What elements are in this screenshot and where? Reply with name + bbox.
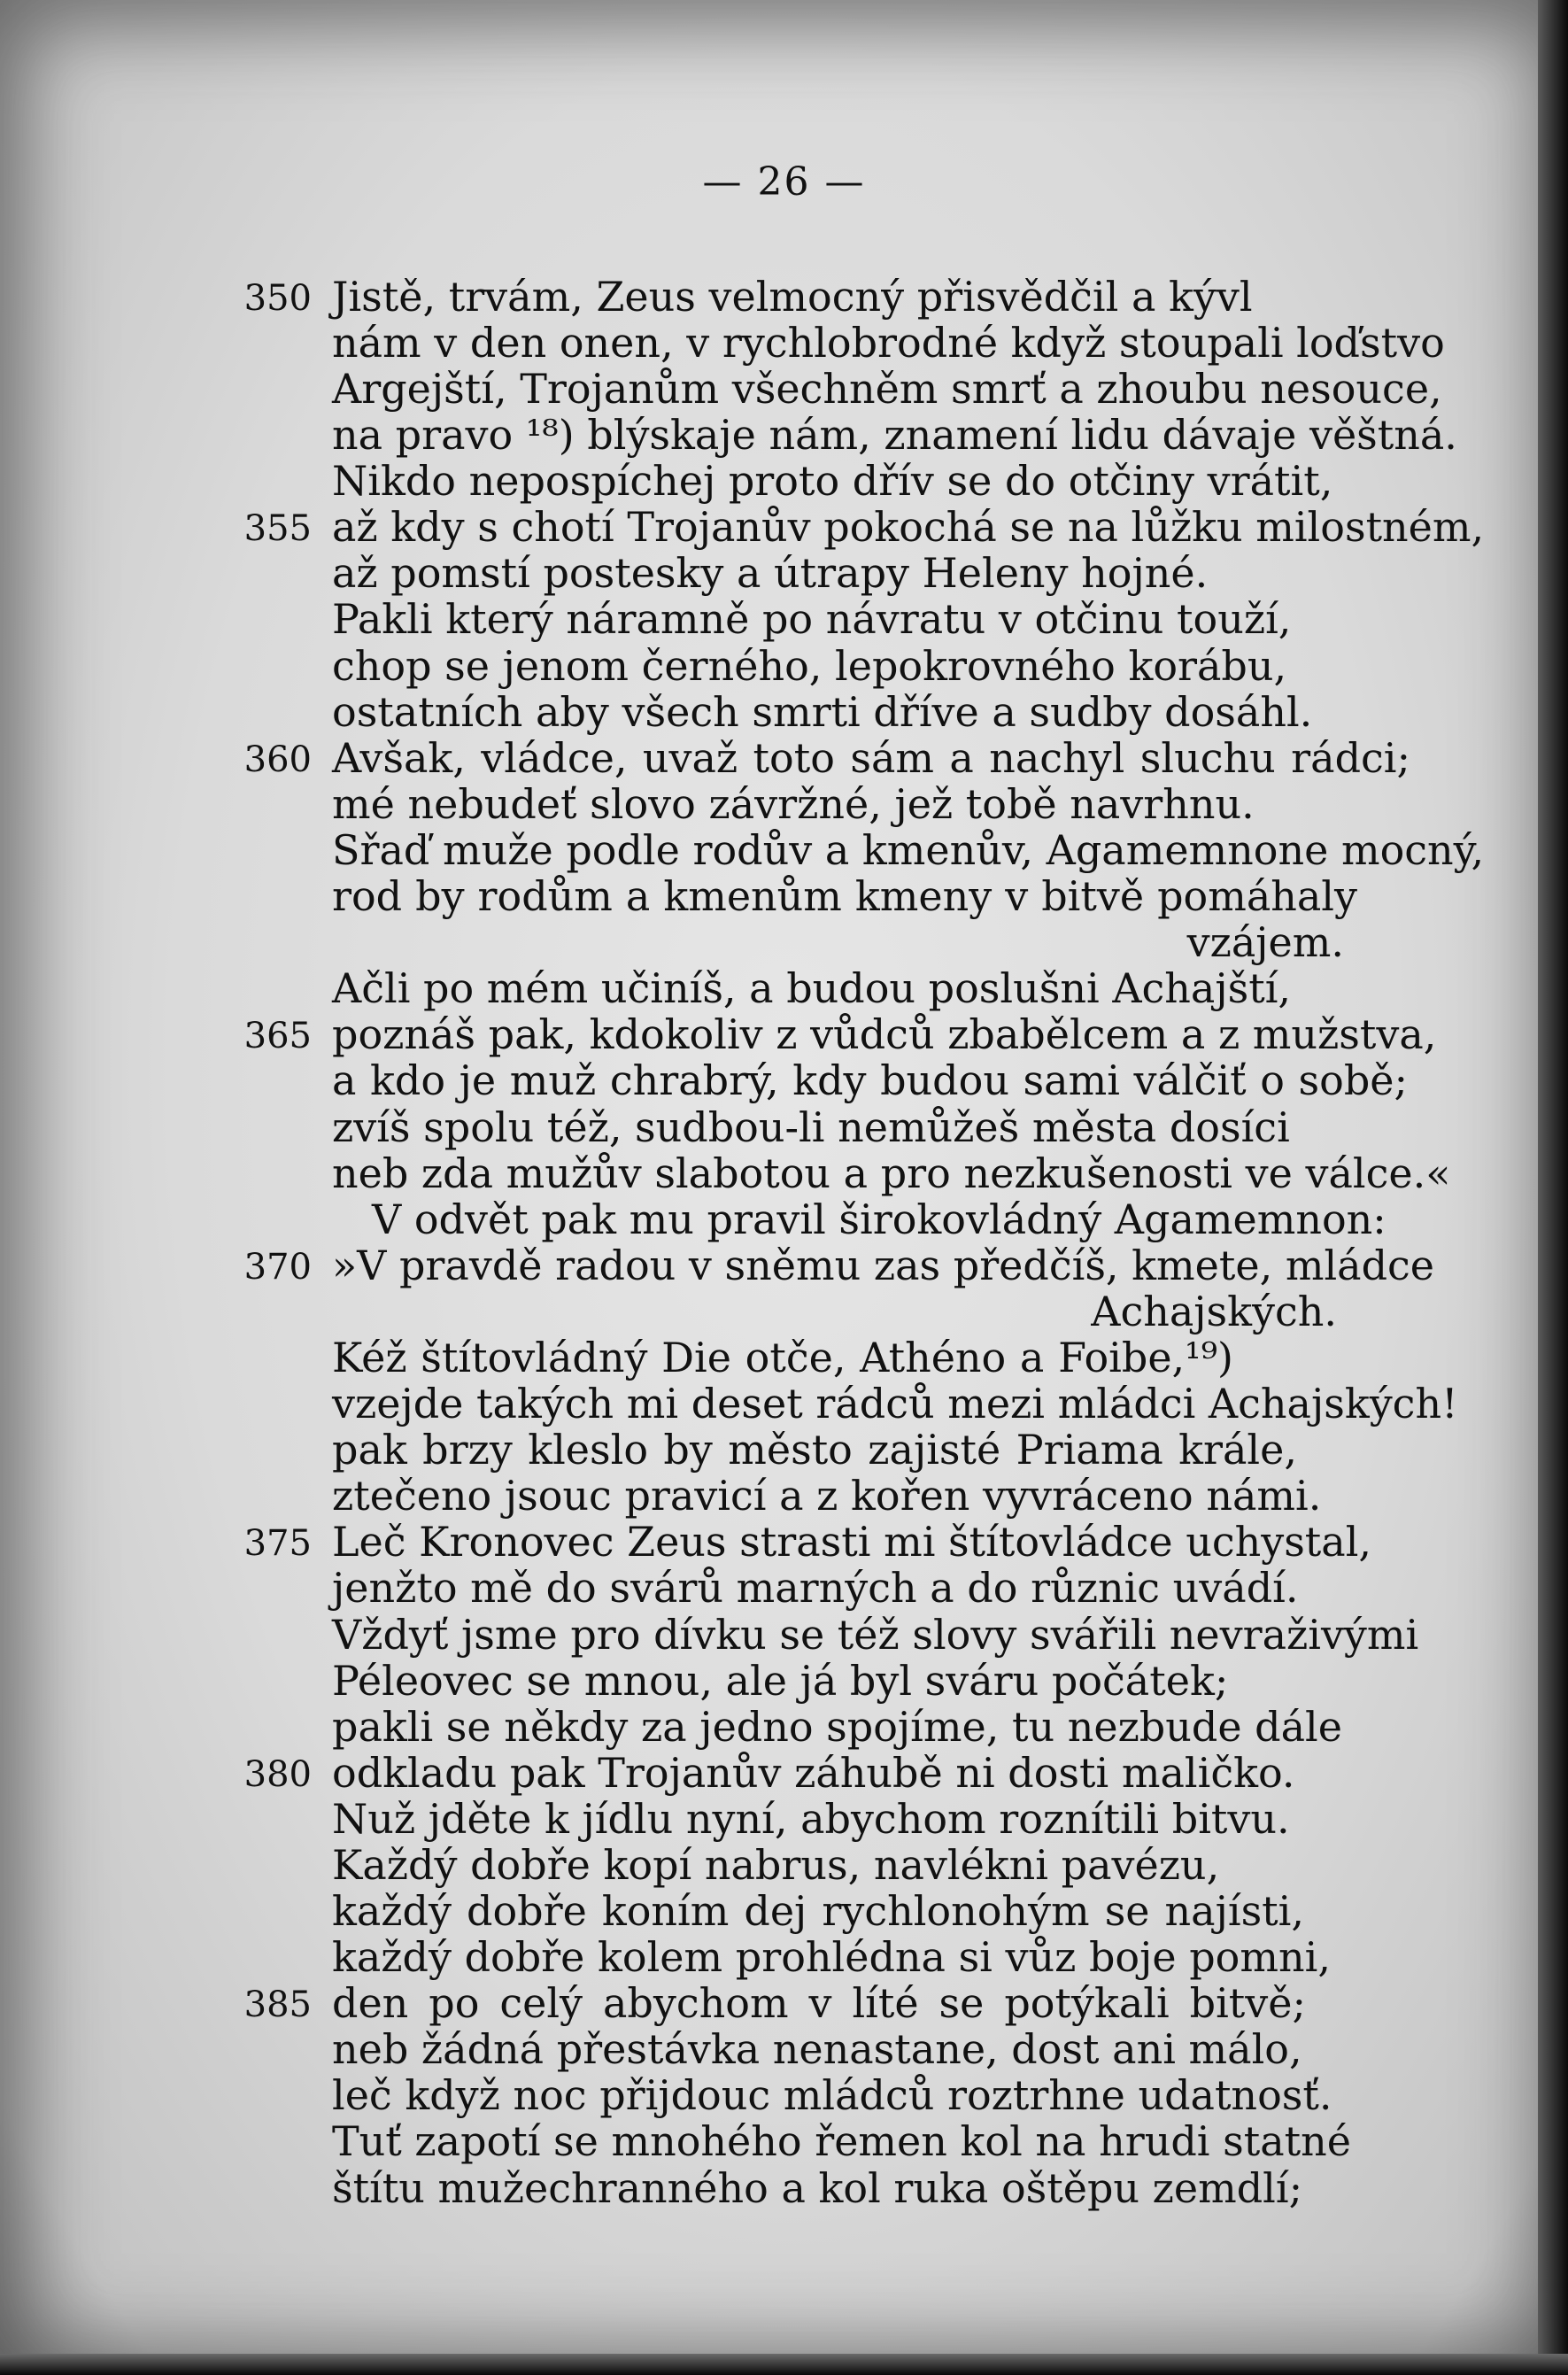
verse-line: Ačli po mém učiníš, a budou poslušni Achajští,	[332, 964, 1292, 1012]
verse-line: jenžto mě do svárů marných a do různic uvádí.	[332, 1564, 1299, 1612]
page-bottom-shadow	[0, 2354, 1568, 2375]
verse-line: pakli se někdy za jedno spojíme, tu nezbude dále	[332, 1703, 1342, 1751]
verse-line: ostatních aby všech smrti dříve a sudby dosáhl.	[332, 688, 1313, 736]
verse-line: mé nebudeť slovo závržné, jež tobě navrhnu.	[332, 780, 1255, 828]
verse-line: na pravo ¹⁸) blýskaje nám, znamení lidu dávaje věštná.	[332, 411, 1457, 459]
verse-line: odkladu pak Trojanův záhubě ni dosti maličko.	[332, 1749, 1295, 1797]
verse-line: Péleovec se mnou, ale já byl sváru počátek;	[332, 1657, 1229, 1705]
verse-line: den po celý abychom v líté se potýkali bitvě;	[332, 1979, 1306, 2027]
verse-line: »V pravdě radou v sněmu zas předčíš, kmete, mládce	[332, 1242, 1435, 1289]
verse-line: ztečeno jsouc pravicí a z kořen vyvráceno námi.	[332, 1472, 1322, 1520]
line-number: 375	[243, 1523, 312, 1564]
verse-line: Leč Kronovec Zeus strasti mi štítovládce uchystal,	[332, 1518, 1372, 1566]
verse-line: Vždyť jsme pro dívku se též slovy svářili nevraživými	[332, 1611, 1419, 1659]
verse-line: a kdo je muž chrabrý, kdy budou sami válčiť o sobě;	[332, 1056, 1408, 1104]
verse-line: Argejští, Trojanům všechněm smrť a zhoubu nesouce,	[332, 365, 1442, 413]
verse-line: až pomstí postesky a útrapy Heleny hojné.	[332, 549, 1209, 597]
verse-line: V odvět pak mu pravil širokovládný Agamemnon:	[372, 1195, 1386, 1243]
verse-line: chop se jenom černého, lepokrovného korábu,	[332, 642, 1287, 690]
verse-line: Jistě, trvám, Zeus velmocný přisvědčil a kývl	[332, 273, 1253, 321]
verse-line: každý dobře koním dej rychlonohým se najísti,	[332, 1887, 1304, 1935]
verse-line: pak brzy kleslo by město zajisté Priama krále,	[332, 1426, 1297, 1474]
verse-line: Avšak, vládce, uvaž toto sám a nachyl sluchu rádci;	[332, 734, 1410, 782]
verse-line: každý dobře kolem prohlédna si vůz boje pomni,	[332, 1933, 1331, 1981]
line-number: 365	[243, 1016, 312, 1056]
verse-line: Kéž štítovládný Die otče, Athéno a Foibe,¹⁹)	[332, 1334, 1233, 1381]
page-edge-shadow	[1538, 0, 1568, 2375]
verse-line: rod by rodům a kmenům kmeny v bitvě pomáhaly	[332, 872, 1357, 920]
line-number: 385	[243, 1984, 312, 2025]
verse-line: Každý dobře kopí nabrus, navlékni pavézu,	[332, 1841, 1220, 1889]
line-number: 355	[243, 508, 312, 549]
verse-line: Nikdo nepospíchej proto dřív se do otčiny vrátit,	[332, 457, 1333, 505]
line-number: 360	[243, 739, 312, 780]
line-number: 370	[243, 1247, 312, 1288]
verse-line: vzájem.	[1186, 918, 1344, 966]
verse-line: leč když noc přijdouc mládců roztrhne udatnosť.	[332, 2071, 1332, 2119]
verse-line: štítu mužechranného a kol ruka oštěpu zemdlí;	[332, 2164, 1303, 2212]
verse-line: Pakli který náramně po návratu v otčinu touží,	[332, 595, 1292, 643]
verse-line: Sřaď muže podle rodův a kmenův, Agamemnone mocný,	[332, 826, 1485, 874]
line-number: 380	[243, 1754, 312, 1795]
page-number: — 26 —	[702, 159, 866, 205]
verse-line: zvíš spolu též, sudbou-li nemůžeš města dosíci	[332, 1103, 1290, 1151]
verse-line: Nuž jděte k jídlu nyní, abychom roznítili bitvu.	[332, 1795, 1290, 1843]
verse-line: nám v den onen, v rychlobrodné když stoupali loďstvo	[332, 319, 1445, 367]
verse-line: až kdy s chotí Trojanův pokochá se na lůžku milostném,	[332, 503, 1485, 551]
verse-line: neb žádná přestávka nenastane, dost ani málo,	[332, 2025, 1302, 2073]
line-number: 350	[243, 278, 312, 319]
verse-line: neb zda mužův slabotou a pro nezkušenosti ve válce.«	[332, 1149, 1451, 1197]
verse-line: poznáš pak, kdokoliv z vůdců zbabělcem a z mužstva,	[332, 1010, 1437, 1058]
verse-line: Achajských.	[1091, 1288, 1337, 1335]
verse-line: vzejde takých mi deset rádců mezi mládci Achajských!	[332, 1380, 1458, 1427]
verse-line: Tuť zapotí se mnohého řemen kol na hrudi statné	[332, 2117, 1351, 2165]
